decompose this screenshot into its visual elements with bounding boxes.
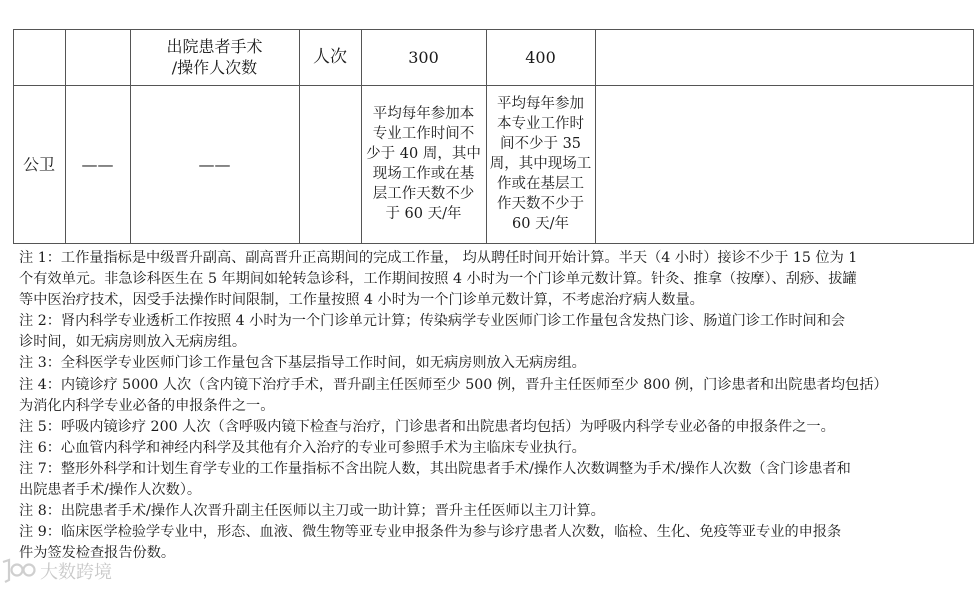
- notes-section: [19, 248, 964, 564]
- note-line: 个有效单元。非急诊科医生在 5 年期间如轮转急诊科，工作期间按照 4 小时为一个门诊单元数计算。针灸、推拿（按摩）、刮痧、拔罐: [19, 271, 857, 288]
- note-line: 出院患者手术/操作人次数）。: [19, 482, 202, 499]
- note-line: 为消化内科学专业必备的申报条件之一。: [19, 397, 275, 414]
- cell-text: 400: [525, 47, 556, 67]
- table-cell-item: [130, 29, 299, 85]
- table-cell-unit: [299, 29, 361, 85]
- note-line: 件为签发检查报告份数。: [19, 545, 176, 562]
- cell-text: 300: [408, 47, 439, 67]
- note-line: 注 5：呼吸内镜诊疗 200 人次（含呼吸内镜下检查与治疗，门诊患者和出院患者均包括）为呼吸内科学专业必备的申报条件之一。: [19, 418, 835, 435]
- watermark-logo-icon: [0, 556, 38, 586]
- table-column-divider: [595, 29, 596, 244]
- table-border-right: [973, 29, 974, 244]
- note-line: 注 8：出院患者手术/操作人次晋升副主任医师以主刀或一助计算；晋升主任医师以主刀计算。: [19, 503, 605, 520]
- cell-text: ——: [198, 154, 231, 174]
- table-cell-requirement-a: [361, 85, 486, 243]
- note-line: 注 1：工作量指标是中级晋升副高、副高晋升正高期间的完成工作量， 均从聘任时间开始计算。半天（4 小时）接诊不少于 15 位为 1: [19, 250, 858, 266]
- watermark-text: 大数跨境: [40, 562, 112, 583]
- table-cell-dash: [130, 85, 299, 243]
- note-line: 注 7：整形外科学和计划生育学专业的工作量指标不含出院人数，其出院患者手术/操作人次数调整为手术/操作人次数（含门诊患者和: [19, 460, 851, 477]
- note-line: 注 2：肾内科学专业透析工作按照 4 小时为一个门诊单元计算；传染病学专业医师门诊工作量包含发热门诊、肠道门诊工作时间和会: [19, 313, 846, 330]
- cell-text: 出院患者手术 /操作人次数: [166, 37, 263, 77]
- cell-text: 平均每年参加 本专业工作时 间不少于 35 周，其中现场工 作或在基层工 作天数不少于 60 天/年: [489, 96, 592, 232]
- table-border-bottom: [13, 243, 974, 244]
- table-cell-specialty: [13, 85, 65, 243]
- note-line: 注 4：内镜诊疗 5000 人次（含内镜下治疗手术，晋升副主任医师至少 500 例，晋升主任医师至少 800 例，门诊患者和出院患者均包括）: [19, 376, 888, 393]
- note-line: 注 3：全科医学专业医师门诊工作量包含下基层指导工作时间，如无病房则放入无病房组。: [19, 355, 586, 372]
- note-line: 等中医治疗技术，因受手法操作时间限制，工作量按照 4 小时为一个门诊单元数计算，不考虑治疗病人数量。: [19, 292, 704, 309]
- note-line: 注 9：临床医学检验学专业中，形态、血液、微生物等亚专业申报条件为参与诊疗患者人次数，临检、生化、免疫等亚专业的申报条: [19, 524, 842, 541]
- requirements-table: [13, 29, 974, 244]
- cell-text: 人次: [313, 46, 347, 67]
- cell-text: ——: [81, 154, 114, 174]
- table-cell-value-a: [361, 29, 486, 85]
- table-cell-value-b: [486, 29, 595, 85]
- cell-text: 公卫: [22, 154, 55, 174]
- table-cell-dash: [65, 85, 130, 243]
- note-line: 注 6：心血管内科学和神经内科学及其他有介入治疗的专业可参照手术为主临床专业执行。: [19, 439, 586, 456]
- watermark: [0, 556, 112, 586]
- cell-text: 平均每年参加本 专业工作时间不 少于 40 周，其中 现场工作或在基 层工作天数不少 于 60 天/年: [366, 106, 481, 222]
- table-cell-requirement-b: [486, 85, 595, 243]
- note-line: 诊时间，如无病房则放入无病房组。: [19, 334, 247, 351]
